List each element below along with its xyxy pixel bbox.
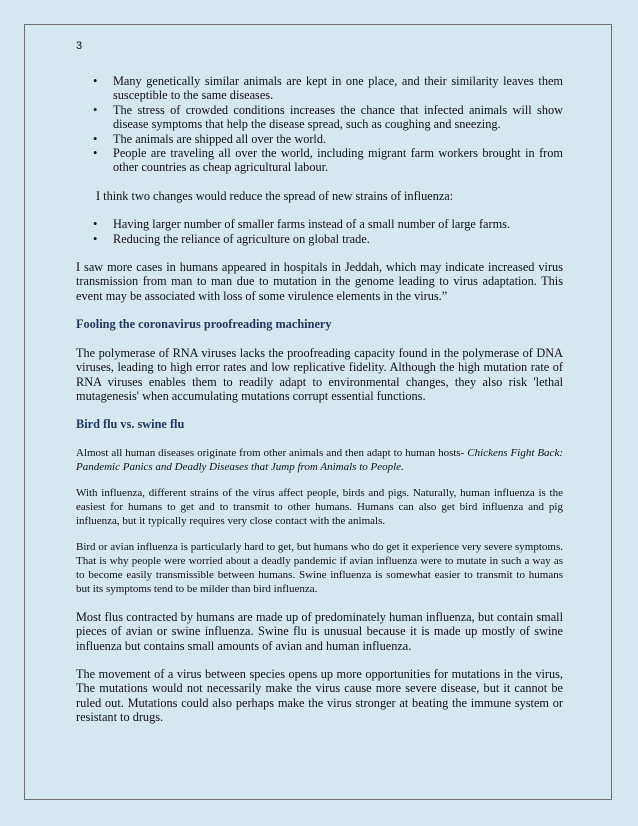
- bullet-list-factors: [76, 74, 563, 175]
- paragraph-changes-intro: I think two changes would reduce the spread of new strains of influenza:: [96, 188, 454, 203]
- paragraph-polymerase: The polymerase of RNA viruses lacks the proofreading capacity found in the polymerase of DNA viruses, leading to high error rates and low replicative fidelity. Although the high mutation rate of RNA viruses enables them to readily adapt to environmental changes, they also risk 'lethal mutagenesis' when accumulating mutations corrupt essential functions.: [76, 345, 563, 403]
- list-item: • People are traveling all over the world, including migrant farm workers brought in from other countries as cheap agricultural labour.: [113, 146, 563, 175]
- list-item: • The animals are shipped all over the world.: [113, 132, 563, 146]
- list-item: • Many genetically similar animals are kept in one place, and their similarity leaves them susceptible to the same diseases.: [113, 74, 563, 103]
- list-item: • The stress of crowded conditions increases the chance that infected animals will show disease symptoms that help the disease spread, such as coughing and sneezing.: [113, 103, 563, 132]
- paragraph-strains: With influenza, different strains of the virus affect people, birds and pigs. Naturally, human influenza is the easiest for humans to get and to transmit to other humans. Humans can also get bird influenza and pig influenza, but it typically requires very close contact with the animals.: [76, 486, 563, 527]
- heading-bird-vs-swine: Bird flu vs. swine flu: [76, 417, 185, 432]
- paragraph-origin: [76, 446, 563, 474]
- bullet-list-changes: [76, 217, 563, 246]
- origin-text: Almost all human diseases originate from other animals and then adapt to human hosts-: [76, 446, 468, 459]
- page-number: 3: [76, 40, 83, 52]
- heading-proofreading: Fooling the coronavirus proofreading machinery: [76, 317, 332, 332]
- paragraph-jeddah: I saw more cases in humans appeared in hospitals in Jeddah, which may indicate increased virus transmission from man to man due to mutation in the genome leading to virus adaptation. This event may be associated with loss of some virulence elements in the virus.”: [76, 260, 563, 303]
- paragraph-avian: Bird or avian influenza is particularly hard to get, but humans who do get it experience very severe symptoms. That is why people were worried about a deadly pandemic if avian influenza were to mutate in such a way as to become easily transmissible between humans. Swine influenza is somewhat easier to transmit to humans but its symptoms tend to be milder than bird influenza.: [76, 540, 563, 595]
- paragraph-movement: The movement of a virus between species opens up more opportunities for mutations in the virus, The mutations would not necessarily make the virus cause more severe disease, but it cannot be ruled out. Mutations could also perhaps make the virus stronger at beating the immune system or resistant to drugs.: [76, 666, 563, 725]
- list-item: • Reducing the reliance of agriculture on global trade.: [113, 232, 563, 246]
- list-item: • Having larger number of smaller farms instead of a small number of large farms.: [113, 217, 563, 231]
- document-body: [76, 74, 563, 725]
- paragraph-most-flus: Most flus contracted by humans are made up of predominately human influenza, but contain small pieces of avian or swine influenza. Swine flu is unusual because it is made up mostly of swine influenza but contains small amounts of avian and human influenza.: [76, 609, 563, 653]
- book-citation: Chickens Fight Back: Pandemic Panics and Deadly Diseases that Jump from Animals to People.: [76, 446, 563, 473]
